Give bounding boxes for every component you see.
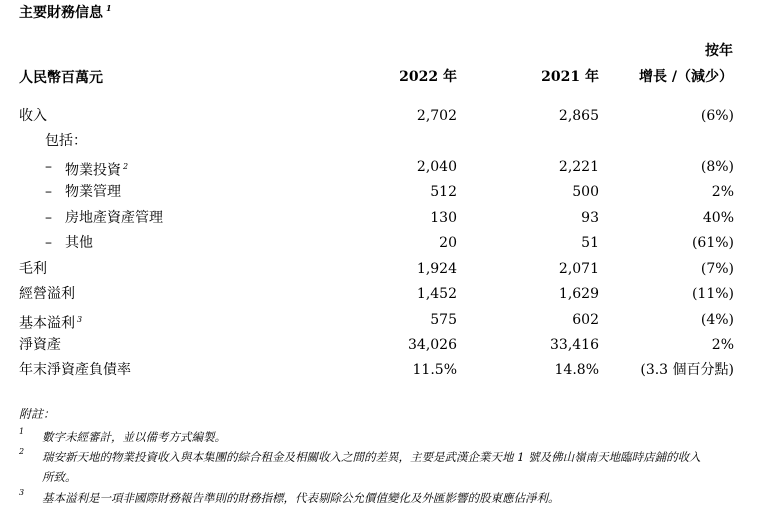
value-2022: 1,452	[416, 286, 457, 302]
value-change: (7%)	[700, 261, 734, 277]
row-label-text: 收入	[19, 108, 47, 124]
row-label	[45, 131, 87, 151]
value-2021: 2,865	[558, 108, 599, 124]
section-title: 主要財務信息 $^1$	[19, 3, 112, 21]
value-change: (3.3 個百分點)	[640, 362, 734, 378]
value-2022: 2,702	[416, 108, 457, 124]
column-header-2022: 2022 年	[399, 69, 457, 85]
row-label	[65, 208, 163, 228]
footnote-number: 1	[19, 427, 25, 436]
value-2021: 33,416	[550, 337, 599, 353]
column-header-2021: 2021 年	[541, 69, 599, 85]
row-label-text: 其他	[65, 235, 93, 251]
footnote-text: 瑞安新天地的物業投資收入與本集團的綜合租金及相關收入之間的差異，主要是武漢企業天地 1 號及佛山嶺南天地臨時店鋪的收入	[42, 450, 701, 464]
value-change: (6%)	[700, 108, 734, 124]
value-2021: 14.8%	[554, 362, 599, 378]
table-row	[0, 335, 760, 360]
row-label	[65, 233, 93, 253]
row-label	[19, 259, 47, 279]
row-label-text: 年末淨資產負債率	[19, 362, 131, 378]
title-footnote-ref: 1	[106, 3, 112, 14]
value-2022: 512	[430, 184, 457, 200]
row-label-text: 毛利	[19, 261, 47, 277]
value-2022: 575	[430, 312, 457, 328]
table-row	[0, 157, 760, 182]
sub-item-dash: –	[45, 235, 52, 251]
column-header-change-line2: 增長 /（減少）	[639, 69, 733, 85]
value-change: (61%)	[691, 235, 734, 251]
table-row	[0, 208, 760, 233]
sub-item-dash: –	[45, 184, 52, 200]
value-2021: 93	[581, 210, 599, 226]
row-label-text: 經營溢利	[19, 286, 75, 302]
table-row	[0, 259, 760, 284]
value-2022: 34,026	[408, 337, 457, 353]
row-label-text: 基本溢利	[19, 315, 75, 332]
value-2021: 51	[581, 235, 599, 251]
row-label-text: 包括：	[45, 133, 87, 149]
row-label	[19, 284, 75, 304]
value-2022: 11.5%	[412, 362, 457, 378]
value-change: 2%	[711, 184, 734, 200]
table-row	[0, 233, 760, 258]
row-label-text: 物業投資	[65, 162, 121, 179]
column-header-change-line1: 按年	[705, 43, 733, 59]
value-2022: 130	[430, 210, 457, 226]
value-2022: 20	[439, 235, 457, 251]
notes-title: 附註：	[19, 407, 56, 421]
row-label-text: 淨資產	[19, 337, 61, 353]
row-label	[19, 106, 47, 126]
row-label	[19, 310, 82, 334]
value-2022: 2,040	[416, 159, 457, 175]
footnote-ref: 2	[123, 162, 129, 171]
column-header-unit: 人民幣百萬元	[19, 70, 103, 86]
table-row	[0, 131, 760, 156]
value-2021: 500	[572, 184, 599, 200]
sub-item-dash: –	[45, 159, 52, 175]
value-change: 40%	[702, 210, 734, 226]
value-change: 2%	[711, 337, 734, 353]
footnote-number: 3	[19, 488, 25, 497]
value-2022: 1,924	[416, 261, 457, 277]
table-row	[0, 182, 760, 207]
value-2021: 2,221	[558, 159, 599, 175]
footnote-text: 基本溢利是一項非國際財務報告準則的財務指標，代表剔除公允價值變化及外匯影響的股東應佔淨利。	[42, 491, 560, 505]
table-row	[0, 106, 760, 131]
table-row	[0, 284, 760, 309]
value-change: (8%)	[700, 159, 734, 175]
row-label	[19, 335, 61, 355]
table-row	[0, 310, 760, 335]
sub-item-dash: –	[45, 210, 52, 226]
footnote-number: 2	[19, 447, 25, 456]
footnote-text: 數字未經審計，並以備考方式編製。	[42, 430, 226, 444]
value-2021: 2,071	[558, 261, 599, 277]
table-row	[0, 360, 760, 385]
row-label-text: 物業管理	[65, 184, 121, 200]
value-change: (4%)	[700, 312, 734, 328]
row-label	[19, 360, 131, 380]
row-label	[65, 157, 128, 181]
footnote-text: 所致。	[42, 470, 77, 484]
footnote-ref: 3	[77, 315, 83, 324]
row-label	[65, 182, 121, 202]
value-2021: 602	[572, 312, 599, 328]
value-2021: 1,629	[558, 286, 599, 302]
value-change: (11%)	[691, 286, 734, 302]
row-label-text: 房地產資產管理	[65, 210, 163, 226]
